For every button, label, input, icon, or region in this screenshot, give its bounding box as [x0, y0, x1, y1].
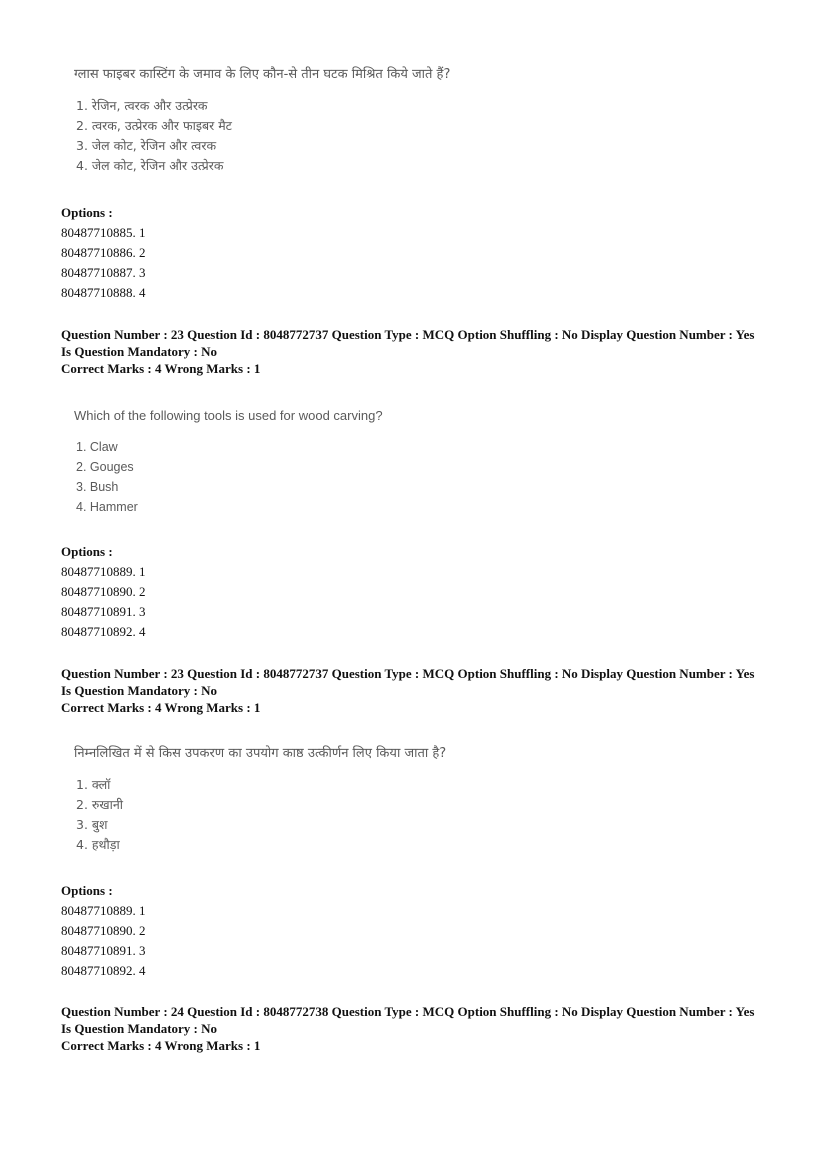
question-meta-line: Question Number : 23 Question Id : 8048772737 Question Type : MCQ Option Shuffling : No Display Question Number : Yes [61, 327, 755, 342]
choice-item: 1. क्लॉ [76, 777, 111, 792]
choice-list [76, 437, 383, 517]
choice-list [76, 96, 450, 176]
choice-item: 4. जेल कोट, रेजिन और उत्प्रेरक [76, 158, 224, 173]
option-id: 80487710892. 4 [61, 963, 146, 978]
option-id: 80487710892. 4 [61, 624, 146, 639]
question-meta-23-en [61, 326, 781, 377]
choice-item: 2. त्वरक, उत्प्रेरक और फाइबर मैट [76, 118, 232, 133]
choice-item: 4. Hammer [76, 500, 138, 514]
choice-item: 4. हथौड़ा [76, 837, 120, 852]
mandatory-line: Is Question Mandatory : No [61, 344, 218, 359]
mandatory-line: Is Question Mandatory : No [61, 683, 218, 698]
option-id: 80487710887. 3 [61, 265, 146, 280]
marks-line: Correct Marks : 4 Wrong Marks : 1 [61, 1038, 261, 1053]
options-label: Options : [61, 544, 113, 559]
marks-line: Correct Marks : 4 Wrong Marks : 1 [61, 361, 261, 376]
options-wood-hi [61, 881, 146, 981]
choice-item: 1. Claw [76, 440, 118, 454]
option-id: 80487710890. 2 [61, 584, 146, 599]
marks-line: Correct Marks : 4 Wrong Marks : 1 [61, 700, 261, 715]
option-id: 80487710890. 2 [61, 923, 146, 938]
choice-item: 1. रेजिन, त्वरक और उत्प्रेरक [76, 98, 208, 113]
question-fiberglass-hi [74, 66, 450, 176]
option-id: 80487710886. 2 [61, 245, 146, 260]
option-id: 80487710885. 1 [61, 225, 146, 240]
option-id: 80487710889. 1 [61, 903, 146, 918]
choice-item: 2. रुखानी [76, 797, 124, 812]
question-meta-line: Question Number : 24 Question Id : 8048772738 Question Type : MCQ Option Shuffling : No Display Question Number : Yes [61, 1004, 755, 1019]
choice-item: 3. जेल कोट, रेजिन और त्वरक [76, 138, 217, 153]
option-id: 80487710889. 1 [61, 564, 146, 579]
choice-item: 3. बुश [76, 817, 108, 832]
options-wood-en [61, 542, 146, 642]
question-wood-en [74, 407, 383, 517]
choice-item: 3. Bush [76, 480, 119, 494]
option-id: 80487710891. 3 [61, 604, 146, 619]
question-meta-24 [61, 1003, 781, 1054]
mandatory-line: Is Question Mandatory : No [61, 1021, 218, 1036]
option-id: 80487710891. 3 [61, 943, 146, 958]
question-wood-hi [74, 745, 446, 855]
choice-item: 2. Gouges [76, 460, 134, 474]
options-label: Options : [61, 205, 113, 220]
option-id: 80487710888. 4 [61, 285, 146, 300]
choice-list [76, 775, 446, 855]
question-text: ग्लास फाइबर कास्टिंग के जमाव के लिए कौन-से तीन घटक मिश्रित किये जाते हैं? [74, 67, 451, 82]
options-label: Options : [61, 883, 113, 898]
question-text: Which of the following tools is used for wood carving? [74, 408, 383, 423]
question-meta-23-hi [61, 665, 781, 716]
question-meta-line: Question Number : 23 Question Id : 8048772737 Question Type : MCQ Option Shuffling : No Display Question Number : Yes [61, 666, 755, 681]
question-text: निम्नलिखित में से किस उपकरण का उपयोग काष्ठ उत्कीर्णन लिए किया जाता है? [74, 746, 447, 761]
options-fiberglass [61, 203, 146, 303]
